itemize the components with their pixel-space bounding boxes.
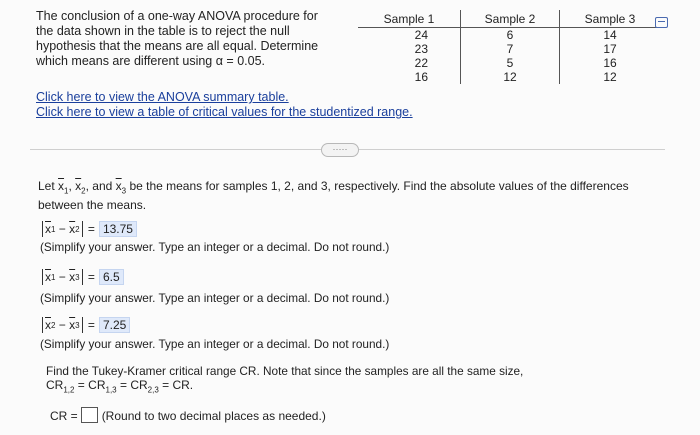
table-cell: 6 [461, 28, 560, 43]
table-cell: 23 [414, 42, 428, 56]
data-copy-icon[interactable] [655, 17, 668, 28]
table-cell: 16 [560, 56, 661, 70]
hint-text: (Simplify your answer. Type an integer or a decimal. Do not round.) [40, 291, 390, 305]
table-cell: 17 [560, 42, 661, 56]
problem-statement: The conclusion of a one-way ANOVA procedure for the data shown in the table is to reject the null hypothesis that the means are all equal. Determine which means are different using α = 0.05. [36, 9, 319, 68]
diff-2-3-answer[interactable]: 7.25 [99, 317, 130, 333]
table-cell: 24 [414, 28, 428, 42]
cr-equality: $CR_{1,2} = CR_{1,3} = CR_{2,3}$ = CR. [46, 378, 194, 395]
critical-values-link[interactable]: Click here to view a table of critical values for the studentized range. [36, 105, 413, 119]
table-cell: 14 [560, 28, 661, 43]
hint-text: (Simplify your answer. Type an integer or a decimal. Do not round.) [40, 240, 390, 254]
table-cell: 12 [461, 70, 560, 84]
header-sample-1: Sample 1 [358, 10, 461, 28]
diff-1-3-answer[interactable]: 6.5 [99, 269, 124, 285]
cr-label: CR = [50, 409, 78, 423]
sample-data-table [358, 10, 660, 84]
header-sample-3: Sample 3 [560, 10, 661, 28]
table-cell: 16 [414, 70, 428, 84]
round-note: (Round to two decimal places as needed.) [101, 409, 326, 423]
table-cell: 22 [414, 56, 428, 70]
cr-input[interactable] [81, 407, 98, 423]
question-text: Let $\overline{x}_1$, $\overline{x}_2$, and $\overline{x}_3$ be the means for samples 1, 2, and 3, respectively. Find the absolute values of the differences between the means. [38, 179, 629, 213]
table-cell: 12 [560, 70, 661, 84]
diff-1-2-expression: $\overline{x}$ 1 − $\overline{x}$ 2 = 13.75 [40, 221, 137, 237]
table-cell: 5 [461, 56, 560, 70]
cr-answer-row [50, 407, 326, 423]
table-row [358, 70, 660, 84]
table-row [358, 28, 660, 43]
table-cell: 7 [461, 42, 560, 56]
diff-2-3-expression: $\overline{x}$ 2 − $\overline{x}$ 3 = 7.25 [40, 317, 130, 333]
expand-button[interactable]: ····· [321, 143, 359, 157]
table-row [358, 42, 660, 56]
hint-text: (Simplify your answer. Type an integer or a decimal. Do not round.) [40, 337, 390, 351]
anova-table-link[interactable]: Click here to view the ANOVA summary table. [36, 90, 289, 104]
diff-1-3-expression: $\overline{x}$ 1 − $\overline{x}$ 3 = 6.5 [40, 269, 124, 285]
header-sample-2: Sample 2 [461, 10, 560, 28]
tukey-instruction: Find the Tukey-Kramer critical range CR. Note that since the samples are all the same size, [46, 364, 524, 378]
diff-1-2-answer[interactable]: 13.75 [99, 221, 137, 237]
table-row [358, 56, 660, 70]
